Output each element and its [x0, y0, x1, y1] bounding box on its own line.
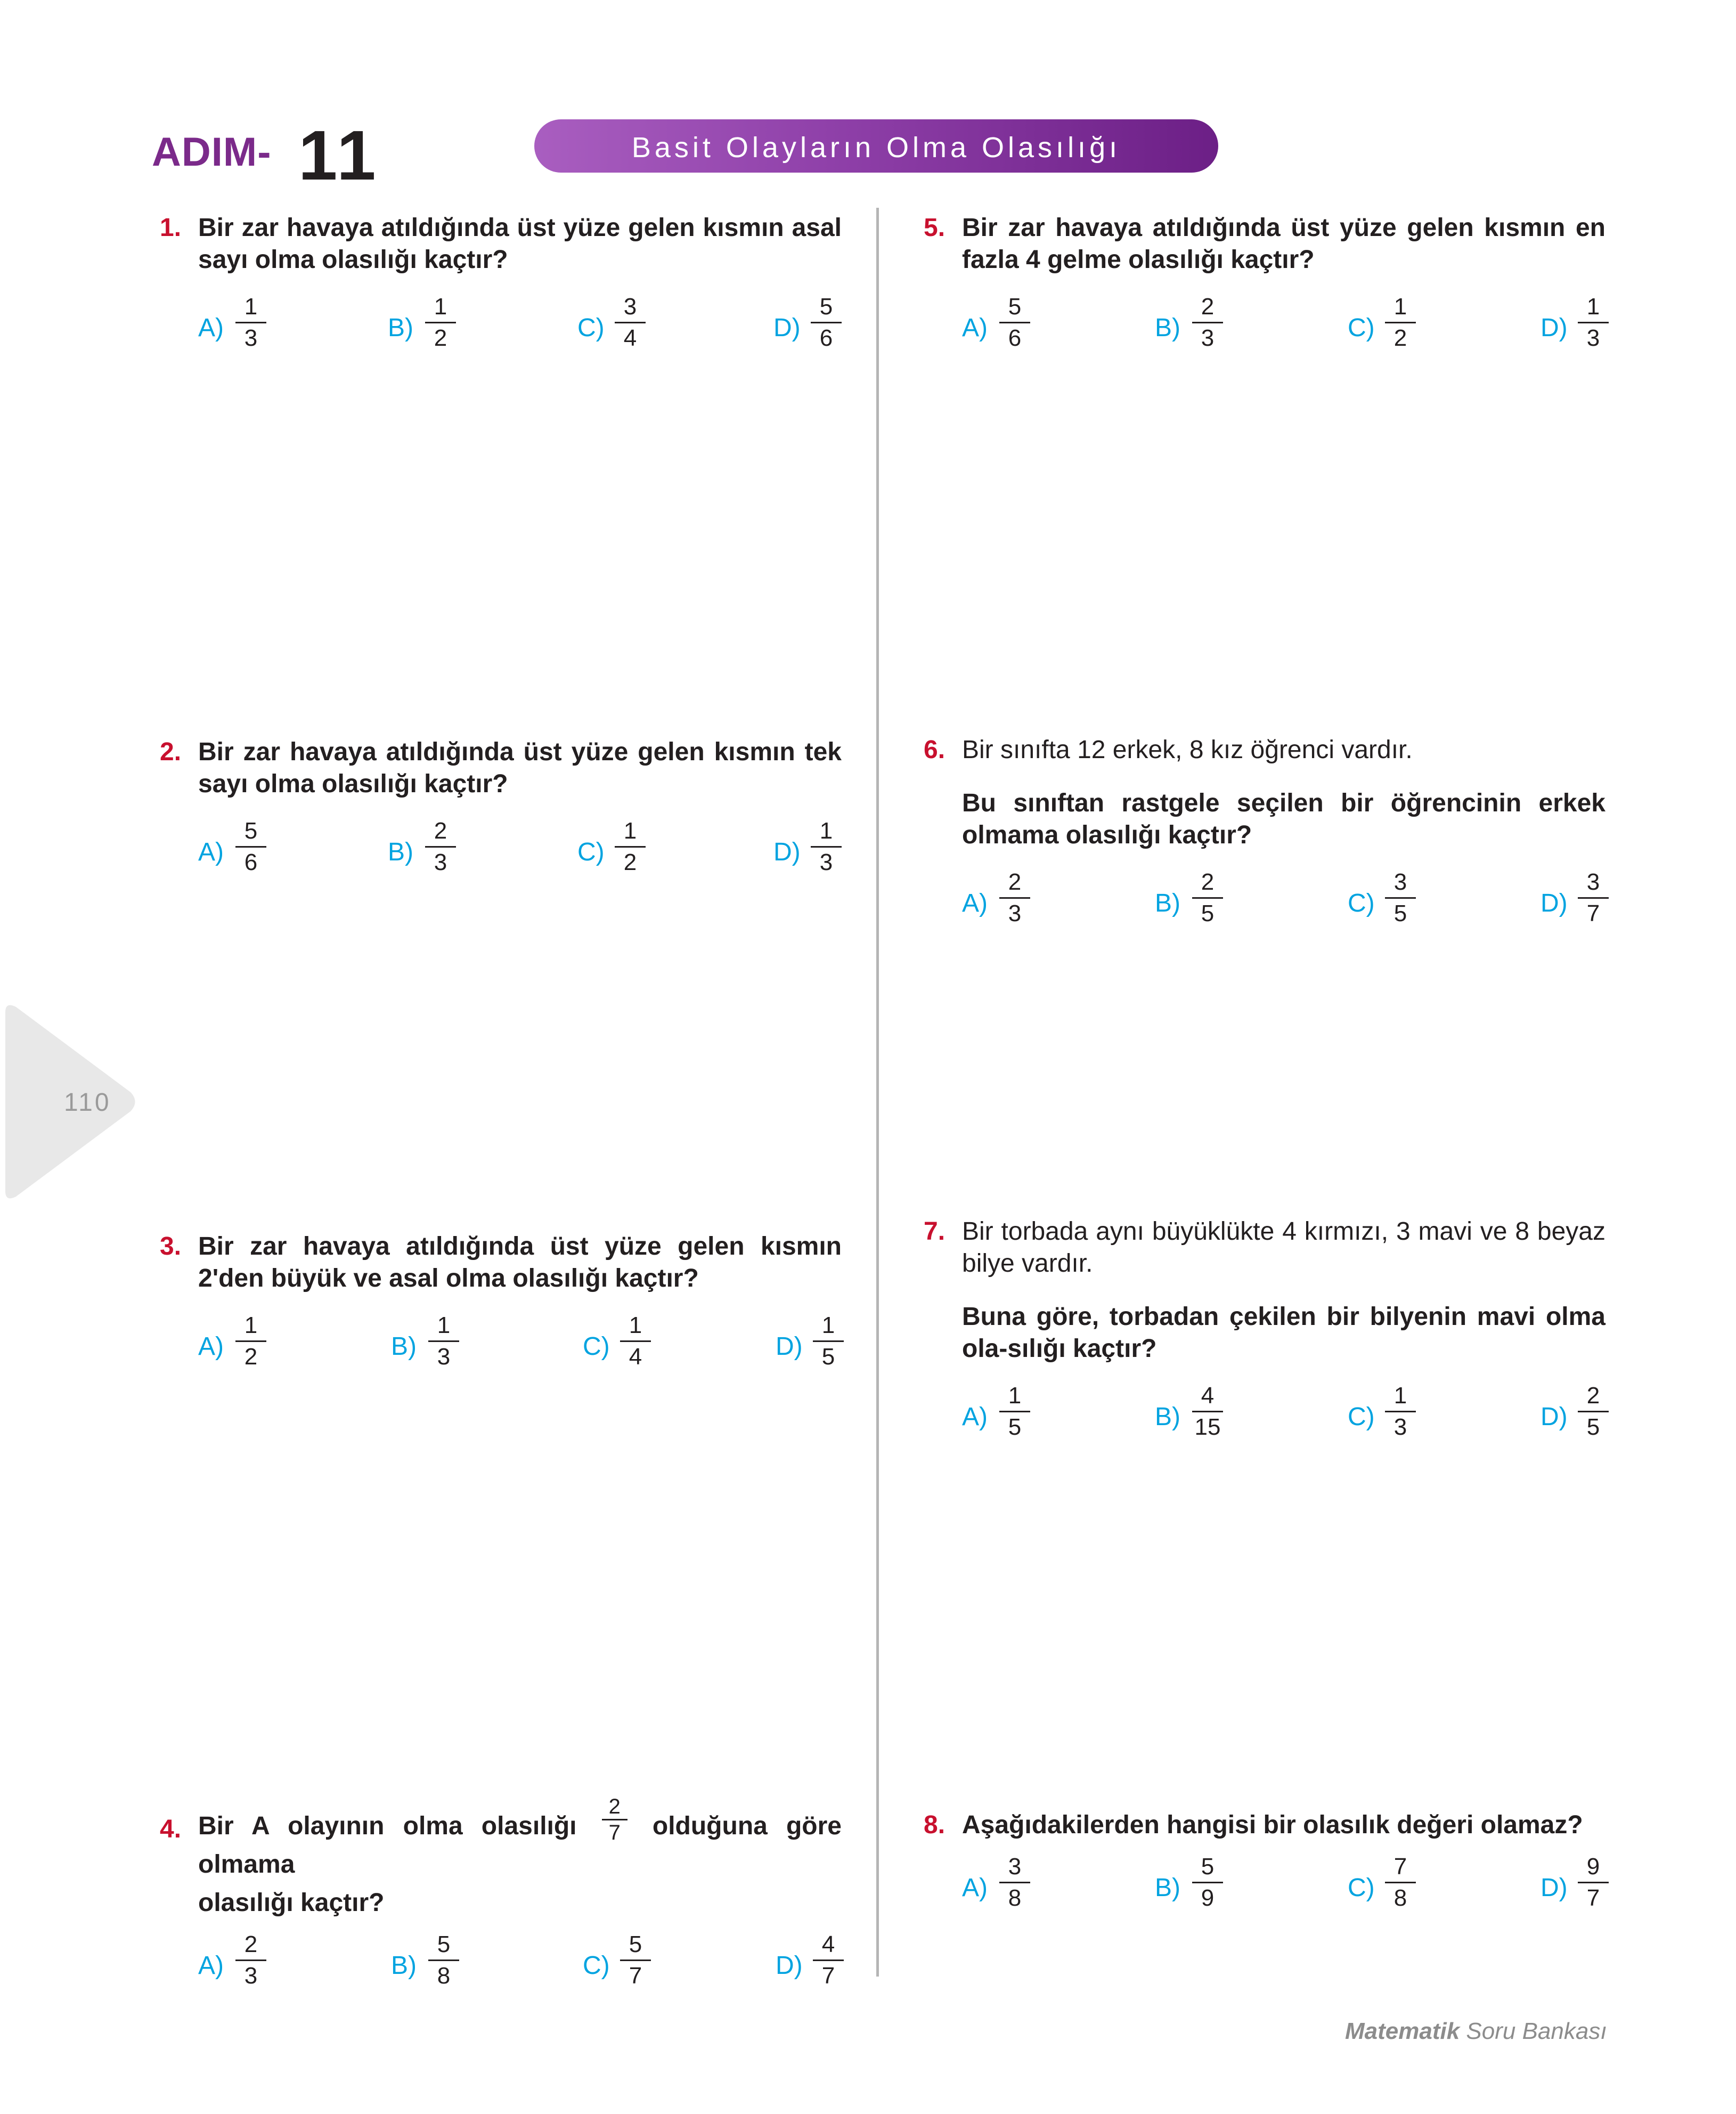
option-letter: D)	[773, 314, 801, 342]
fraction-numerator: 1	[629, 1312, 642, 1338]
question-stem: Bir torbada aynı büyüklükte 4 kırmızı, 3 mavi ve 8 beyaz bilye vardır.	[962, 1217, 1605, 1278]
answer-options	[962, 1853, 1605, 1922]
fraction-numerator: 5	[629, 1931, 642, 1957]
fraction-denominator: 8	[1393, 1885, 1407, 1911]
fraction-denominator: 3	[244, 1963, 258, 1989]
question-text-line2: olasılığı kaçtır?	[198, 1889, 385, 1917]
question-number: 8.	[924, 1811, 946, 1839]
question-number: 5.	[924, 214, 946, 242]
fraction-numerator: 5	[819, 294, 833, 320]
answer-options	[198, 1931, 842, 2000]
fraction-denominator: 7	[821, 1963, 835, 1989]
option-fraction	[619, 1312, 652, 1372]
option-fraction	[998, 1382, 1031, 1442]
fraction-numerator: 1	[1393, 294, 1407, 320]
option-letter: B)	[391, 1952, 417, 1980]
option-fraction	[424, 817, 457, 877]
option-letter: D)	[773, 838, 801, 866]
fraction-denominator: 2	[434, 325, 447, 351]
fraction-denominator: 3	[1393, 1414, 1407, 1440]
fraction-denominator: 6	[1008, 325, 1022, 351]
option-fraction	[234, 1312, 267, 1372]
option-letter: C)	[1348, 889, 1375, 917]
fraction-numerator: 3	[623, 294, 637, 320]
option-letter: A)	[198, 1952, 224, 1980]
fraction-denominator: 3	[434, 849, 447, 875]
fraction-denominator: 5	[821, 1344, 835, 1370]
option-fraction	[1191, 868, 1224, 929]
option-letter: B)	[391, 1332, 417, 1361]
option-letter: A)	[962, 314, 988, 342]
book-footer	[1345, 2018, 1607, 2045]
fraction-numerator: 1	[1586, 294, 1600, 320]
question-text: Bir zar havaya atıldığında üst yüze gelen kısmın asal sayı olma olasılığı kaçtır?	[198, 214, 842, 274]
option-fraction	[1577, 1853, 1610, 1913]
question-5	[924, 212, 1605, 362]
option-fraction	[234, 293, 267, 353]
option-fraction	[427, 1312, 460, 1372]
fraction-denominator: 3	[1008, 900, 1022, 926]
option-fraction	[1384, 1853, 1417, 1913]
fraction-numerator: 5	[244, 818, 258, 844]
option-fraction	[1191, 1382, 1224, 1442]
option-letter: D)	[1541, 1403, 1568, 1431]
fraction-numerator: 4	[821, 1931, 835, 1957]
question-1	[160, 212, 842, 362]
step-label: ADIM-	[152, 129, 272, 175]
question-text: Aşağıdakilerden hangisi bir olasılık değeri olamaz?	[962, 1811, 1583, 1839]
fraction-numerator: 5	[1008, 294, 1022, 320]
option-fraction	[1384, 868, 1417, 929]
fraction-denominator: 15	[1194, 1414, 1221, 1440]
answer-options	[962, 1382, 1605, 1451]
fraction-denominator: 2	[244, 1344, 258, 1370]
answer-options	[962, 293, 1605, 362]
fraction-denominator: 5	[1008, 1414, 1022, 1440]
question-number: 3.	[160, 1232, 182, 1261]
option-letter: D)	[1541, 314, 1568, 342]
fraction-denominator: 2	[1393, 325, 1407, 351]
page-title: Basit Olayların Olma Olasılığı	[631, 132, 1121, 164]
fraction-numerator: 3	[1393, 869, 1407, 895]
option-fraction	[998, 868, 1031, 929]
option-fraction	[1577, 868, 1610, 929]
question-6	[924, 734, 1605, 938]
option-fraction	[810, 817, 843, 877]
option-letter: C)	[577, 314, 605, 342]
option-letter: B)	[1155, 1403, 1180, 1431]
footer-subtitle: Soru Bankası	[1460, 2018, 1607, 2044]
option-fraction	[614, 293, 647, 353]
fraction-numerator: 7	[1393, 1853, 1407, 1880]
question-number: 4.	[160, 1815, 182, 1843]
fraction-numerator: 1	[434, 294, 447, 320]
fraction-numerator: 1	[1393, 1383, 1407, 1409]
fraction-denominator: 2	[623, 849, 637, 875]
question-number: 2.	[160, 738, 182, 766]
option-fraction	[810, 293, 843, 353]
fraction-numerator: 5	[1201, 1853, 1215, 1880]
answer-options	[198, 293, 842, 362]
fraction-numerator: 1	[623, 818, 637, 844]
option-letter: B)	[1155, 1874, 1180, 1902]
fraction-numerator: 2	[1201, 869, 1215, 895]
question-text-after: olduğuna göre olmama	[198, 1812, 842, 1879]
fraction-numerator: 1	[244, 1312, 258, 1338]
question-text: Bu sınıftan rastgele seçilen bir öğrencinin erkek olmama olasılığı kaçtır?	[962, 789, 1605, 849]
question-8	[924, 1809, 1605, 1922]
fraction-denominator: 7	[1586, 1885, 1600, 1911]
fraction-denominator: 6	[819, 325, 833, 351]
fraction-denominator: 7	[608, 1820, 621, 1844]
option-letter: B)	[388, 838, 413, 866]
fraction-numerator: 1	[821, 1312, 835, 1338]
option-letter: C)	[1348, 1874, 1375, 1902]
fraction-denominator: 3	[244, 325, 258, 351]
fraction-numerator: 1	[1008, 1383, 1022, 1409]
question-text-before: Bir A olayının olma olasılığı	[198, 1812, 577, 1840]
fraction-denominator: 3	[1201, 325, 1215, 351]
option-letter: A)	[198, 314, 224, 342]
option-fraction	[1191, 1853, 1224, 1913]
answer-options	[962, 868, 1605, 938]
option-letter: D)	[1541, 1874, 1568, 1902]
fraction-numerator: 9	[1586, 1853, 1600, 1880]
option-fraction	[1577, 1382, 1610, 1442]
fraction-denominator: 8	[1008, 1885, 1022, 1911]
fraction-numerator: 4	[1201, 1383, 1215, 1409]
fraction-numerator: 5	[437, 1931, 451, 1957]
fraction-numerator: 1	[819, 818, 833, 844]
answer-options	[198, 1312, 842, 1381]
option-letter: D)	[776, 1332, 803, 1361]
option-fraction	[424, 293, 457, 353]
fraction-numerator: 1	[437, 1312, 451, 1338]
fraction-numerator: 3	[1586, 869, 1600, 895]
option-letter: C)	[583, 1332, 610, 1361]
fraction-denominator: 5	[1393, 900, 1407, 926]
option-fraction	[614, 817, 647, 877]
option-fraction	[1191, 293, 1224, 353]
question-text: Bir zar havaya atıldığında üst yüze gelen kısmın tek sayı olma olasılığı kaçtır?	[198, 738, 842, 798]
title-banner	[534, 119, 1218, 173]
option-fraction	[812, 1312, 845, 1372]
fraction-numerator: 2	[608, 1794, 621, 1818]
question-4	[160, 1794, 842, 2000]
option-letter: C)	[583, 1952, 610, 1980]
footer-brand: Matematik	[1345, 2018, 1460, 2044]
option-fraction	[812, 1931, 845, 1991]
question-number: 1.	[160, 214, 182, 242]
fraction-denominator: 3	[1586, 325, 1600, 351]
option-fraction	[619, 1931, 652, 1991]
question-text: Buna göre, torbadan çekilen bir bilyenin mavi olma ola-sılığı kaçtır?	[962, 1303, 1605, 1363]
fraction-denominator: 6	[244, 849, 258, 875]
option-fraction	[234, 1931, 267, 1991]
question-text: Bir zar havaya atıldığında üst yüze gelen kısmın en fazla 4 gelme olasılığı kaçtır?	[962, 214, 1605, 274]
question-text: Bir zar havaya atıldığında üst yüze gelen kısmın 2'den büyük ve asal olma olasılığı kaçtır?	[198, 1232, 842, 1292]
fraction-denominator: 3	[437, 1344, 451, 1370]
question-number: 6.	[924, 736, 946, 764]
option-letter: C)	[1348, 314, 1375, 342]
option-letter: C)	[1348, 1403, 1375, 1431]
option-fraction	[998, 293, 1031, 353]
fraction-denominator: 7	[629, 1963, 642, 1989]
fraction-denominator: 5	[1201, 900, 1215, 926]
option-letter: D)	[1541, 889, 1568, 917]
fraction-numerator: 2	[1586, 1383, 1600, 1409]
fraction-denominator: 5	[1586, 1414, 1600, 1440]
column-divider	[876, 208, 879, 1977]
option-fraction	[234, 817, 267, 877]
option-fraction	[427, 1931, 460, 1991]
fraction-numerator: 2	[1201, 294, 1215, 320]
option-letter: D)	[776, 1952, 803, 1980]
fraction-numerator: 1	[244, 294, 258, 320]
option-fraction	[1384, 293, 1417, 353]
fraction-denominator: 9	[1201, 1885, 1215, 1911]
option-letter: B)	[1155, 314, 1180, 342]
question-7	[924, 1216, 1605, 1451]
option-letter: A)	[962, 889, 988, 917]
question-2	[160, 736, 842, 887]
option-fraction	[1384, 1382, 1417, 1442]
fraction-denominator: 8	[437, 1963, 451, 1989]
fraction-denominator: 4	[629, 1344, 642, 1370]
fraction-numerator: 3	[1008, 1853, 1022, 1880]
option-fraction	[998, 1853, 1031, 1913]
option-letter: B)	[388, 314, 413, 342]
fraction-numerator: 2	[244, 1931, 258, 1957]
step-number: 11	[298, 116, 379, 194]
fraction-denominator: 3	[819, 849, 833, 875]
option-letter: A)	[962, 1874, 988, 1902]
option-letter: A)	[962, 1403, 988, 1431]
option-letter: B)	[1155, 889, 1180, 917]
question-number: 7.	[924, 1217, 946, 1246]
question-stem: Bir sınıfta 12 erkek, 8 kız öğrenci vardır.	[962, 736, 1413, 764]
fraction-denominator: 4	[623, 325, 637, 351]
inline-fraction	[600, 1794, 630, 1845]
option-letter: A)	[198, 838, 224, 866]
option-letter: C)	[577, 838, 605, 866]
question-3	[160, 1231, 842, 1381]
fraction-numerator: 2	[434, 818, 447, 844]
option-fraction	[1577, 293, 1610, 353]
page-number: 110	[64, 1088, 111, 1117]
fraction-numerator: 2	[1008, 869, 1022, 895]
answer-options	[198, 817, 842, 887]
fraction-denominator: 7	[1586, 900, 1600, 926]
option-letter: A)	[198, 1332, 224, 1361]
